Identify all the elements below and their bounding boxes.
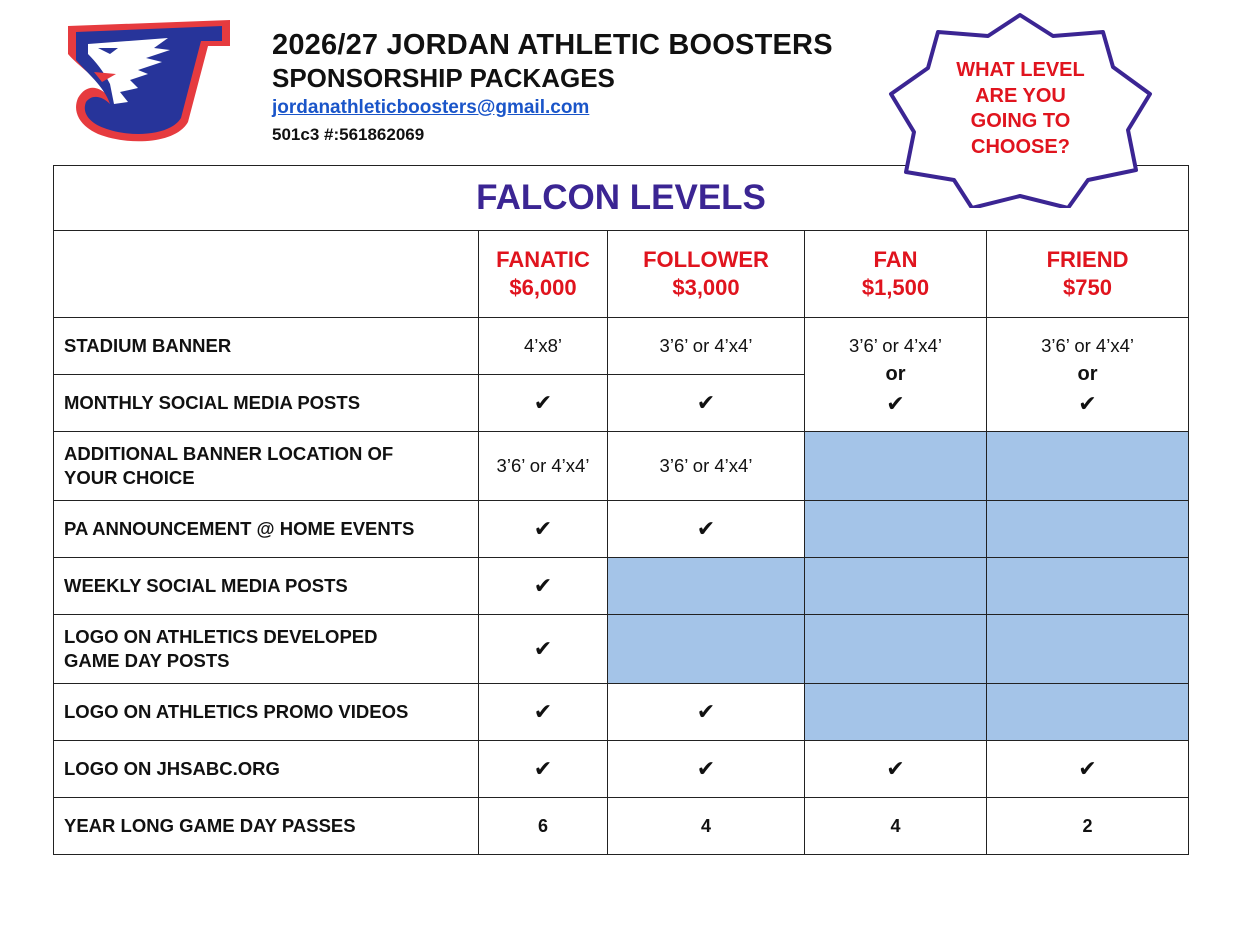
jordan-falcon-logo	[58, 14, 236, 146]
feature-label: STADIUM BANNER	[54, 318, 479, 375]
check-icon: ✔	[608, 684, 805, 741]
pass-count: 2	[987, 798, 1189, 855]
not-included-cell	[987, 558, 1189, 615]
level-price: $3,000	[672, 275, 740, 300]
cell-value: 3’6’ or 4’x4’	[1041, 335, 1134, 356]
cell-value: 3’6’ or 4’x4’	[608, 318, 805, 375]
not-included-cell	[987, 501, 1189, 558]
header-empty-cell	[54, 231, 479, 318]
level-name: FAN	[873, 247, 918, 272]
not-included-cell	[987, 615, 1189, 684]
table-row	[54, 798, 1189, 855]
email-link[interactable]: jordanathleticboosters@gmail.com	[272, 97, 590, 118]
check-icon: ✔	[886, 391, 905, 416]
feature-label	[54, 615, 479, 684]
feature-label: YEAR LONG GAME DAY PASSES	[54, 798, 479, 855]
or-label: or	[1077, 363, 1098, 385]
not-included-cell	[608, 615, 805, 684]
not-included-cell	[805, 558, 987, 615]
feature-label-line: GAME DAY POSTS	[64, 650, 230, 671]
check-icon: ✔	[805, 741, 987, 798]
cell-value: 3’6’ or 4’x4’	[849, 335, 942, 356]
level-price: $6,000	[509, 275, 577, 300]
table-row	[54, 684, 1189, 741]
table-row	[54, 741, 1189, 798]
check-icon: ✔	[479, 501, 608, 558]
badge-question	[888, 58, 1153, 160]
not-included-cell	[608, 558, 805, 615]
feature-label-line: LOGO ON ATHLETICS DEVELOPED	[64, 626, 378, 647]
badge-line: GOING TO	[970, 110, 1071, 132]
badge-line: ARE YOU	[975, 84, 1066, 107]
level-name: FANATIC	[496, 247, 590, 272]
cell-value: 4’x8’	[479, 318, 608, 375]
friend-choice-cell	[987, 318, 1189, 432]
feature-label: MONTHLY SOCIAL MEDIA POSTS	[54, 375, 479, 432]
table-row	[54, 432, 1189, 501]
feature-label: WEEKLY SOCIAL MEDIA POSTS	[54, 558, 479, 615]
level-price: $750	[1063, 275, 1112, 300]
level-fan-header	[805, 231, 987, 318]
level-name: FRIEND	[1046, 247, 1129, 272]
level-follower-header	[608, 231, 805, 318]
table-title: FALCON LEVELS	[54, 166, 1189, 231]
check-icon: ✔	[479, 615, 608, 684]
level-friend-header	[987, 231, 1189, 318]
check-icon: ✔	[1078, 391, 1097, 416]
check-icon: ✔	[608, 741, 805, 798]
check-icon: ✔	[479, 684, 608, 741]
not-included-cell	[805, 432, 987, 501]
level-price: $1,500	[861, 275, 930, 300]
badge-line: WHAT LEVEL	[956, 59, 1085, 81]
feature-label: LOGO ON ATHLETICS PROMO VIDEOS	[54, 684, 479, 741]
check-icon: ✔	[987, 741, 1189, 798]
not-included-cell	[987, 684, 1189, 741]
check-icon: ✔	[479, 375, 608, 432]
table-row	[54, 615, 1189, 684]
cell-value: 3’6’ or 4’x4’	[479, 432, 608, 501]
level-name: FOLLOWER	[643, 247, 769, 272]
feature-label	[54, 432, 479, 501]
check-icon: ✔	[608, 375, 805, 432]
feature-label: PA ANNOUNCEMENT @ HOME EVENTS	[54, 501, 479, 558]
pass-count: 4	[608, 798, 805, 855]
check-icon: ✔	[479, 558, 608, 615]
document-header	[272, 28, 833, 145]
pass-count: 4	[805, 798, 987, 855]
or-label: or	[885, 363, 906, 385]
not-included-cell	[987, 432, 1189, 501]
check-icon: ✔	[608, 501, 805, 558]
table-row	[54, 558, 1189, 615]
not-included-cell	[805, 615, 987, 684]
check-icon: ✔	[479, 741, 608, 798]
not-included-cell	[805, 684, 987, 741]
pass-count: 6	[479, 798, 608, 855]
document-subtitle: SPONSORSHIP PACKAGES	[272, 63, 615, 93]
table-row	[54, 501, 1189, 558]
fan-choice-cell	[805, 318, 987, 432]
not-included-cell	[805, 501, 987, 558]
feature-label-line: YOUR CHOICE	[64, 467, 195, 488]
cell-value: 3’6’ or 4’x4’	[608, 432, 805, 501]
feature-label-line: ADDITIONAL BANNER LOCATION OF	[64, 443, 394, 464]
ein-number: 501c3 #:561862069	[272, 125, 425, 144]
badge-line: CHOOSE?	[971, 135, 1070, 158]
table-row	[54, 318, 1189, 375]
level-fanatic-header	[479, 231, 608, 318]
sponsorship-table	[53, 165, 1189, 855]
document-title: 2026/27 JORDAN ATHLETIC BOOSTERS	[272, 29, 833, 61]
feature-label: LOGO ON JHSABC.ORG	[54, 741, 479, 798]
